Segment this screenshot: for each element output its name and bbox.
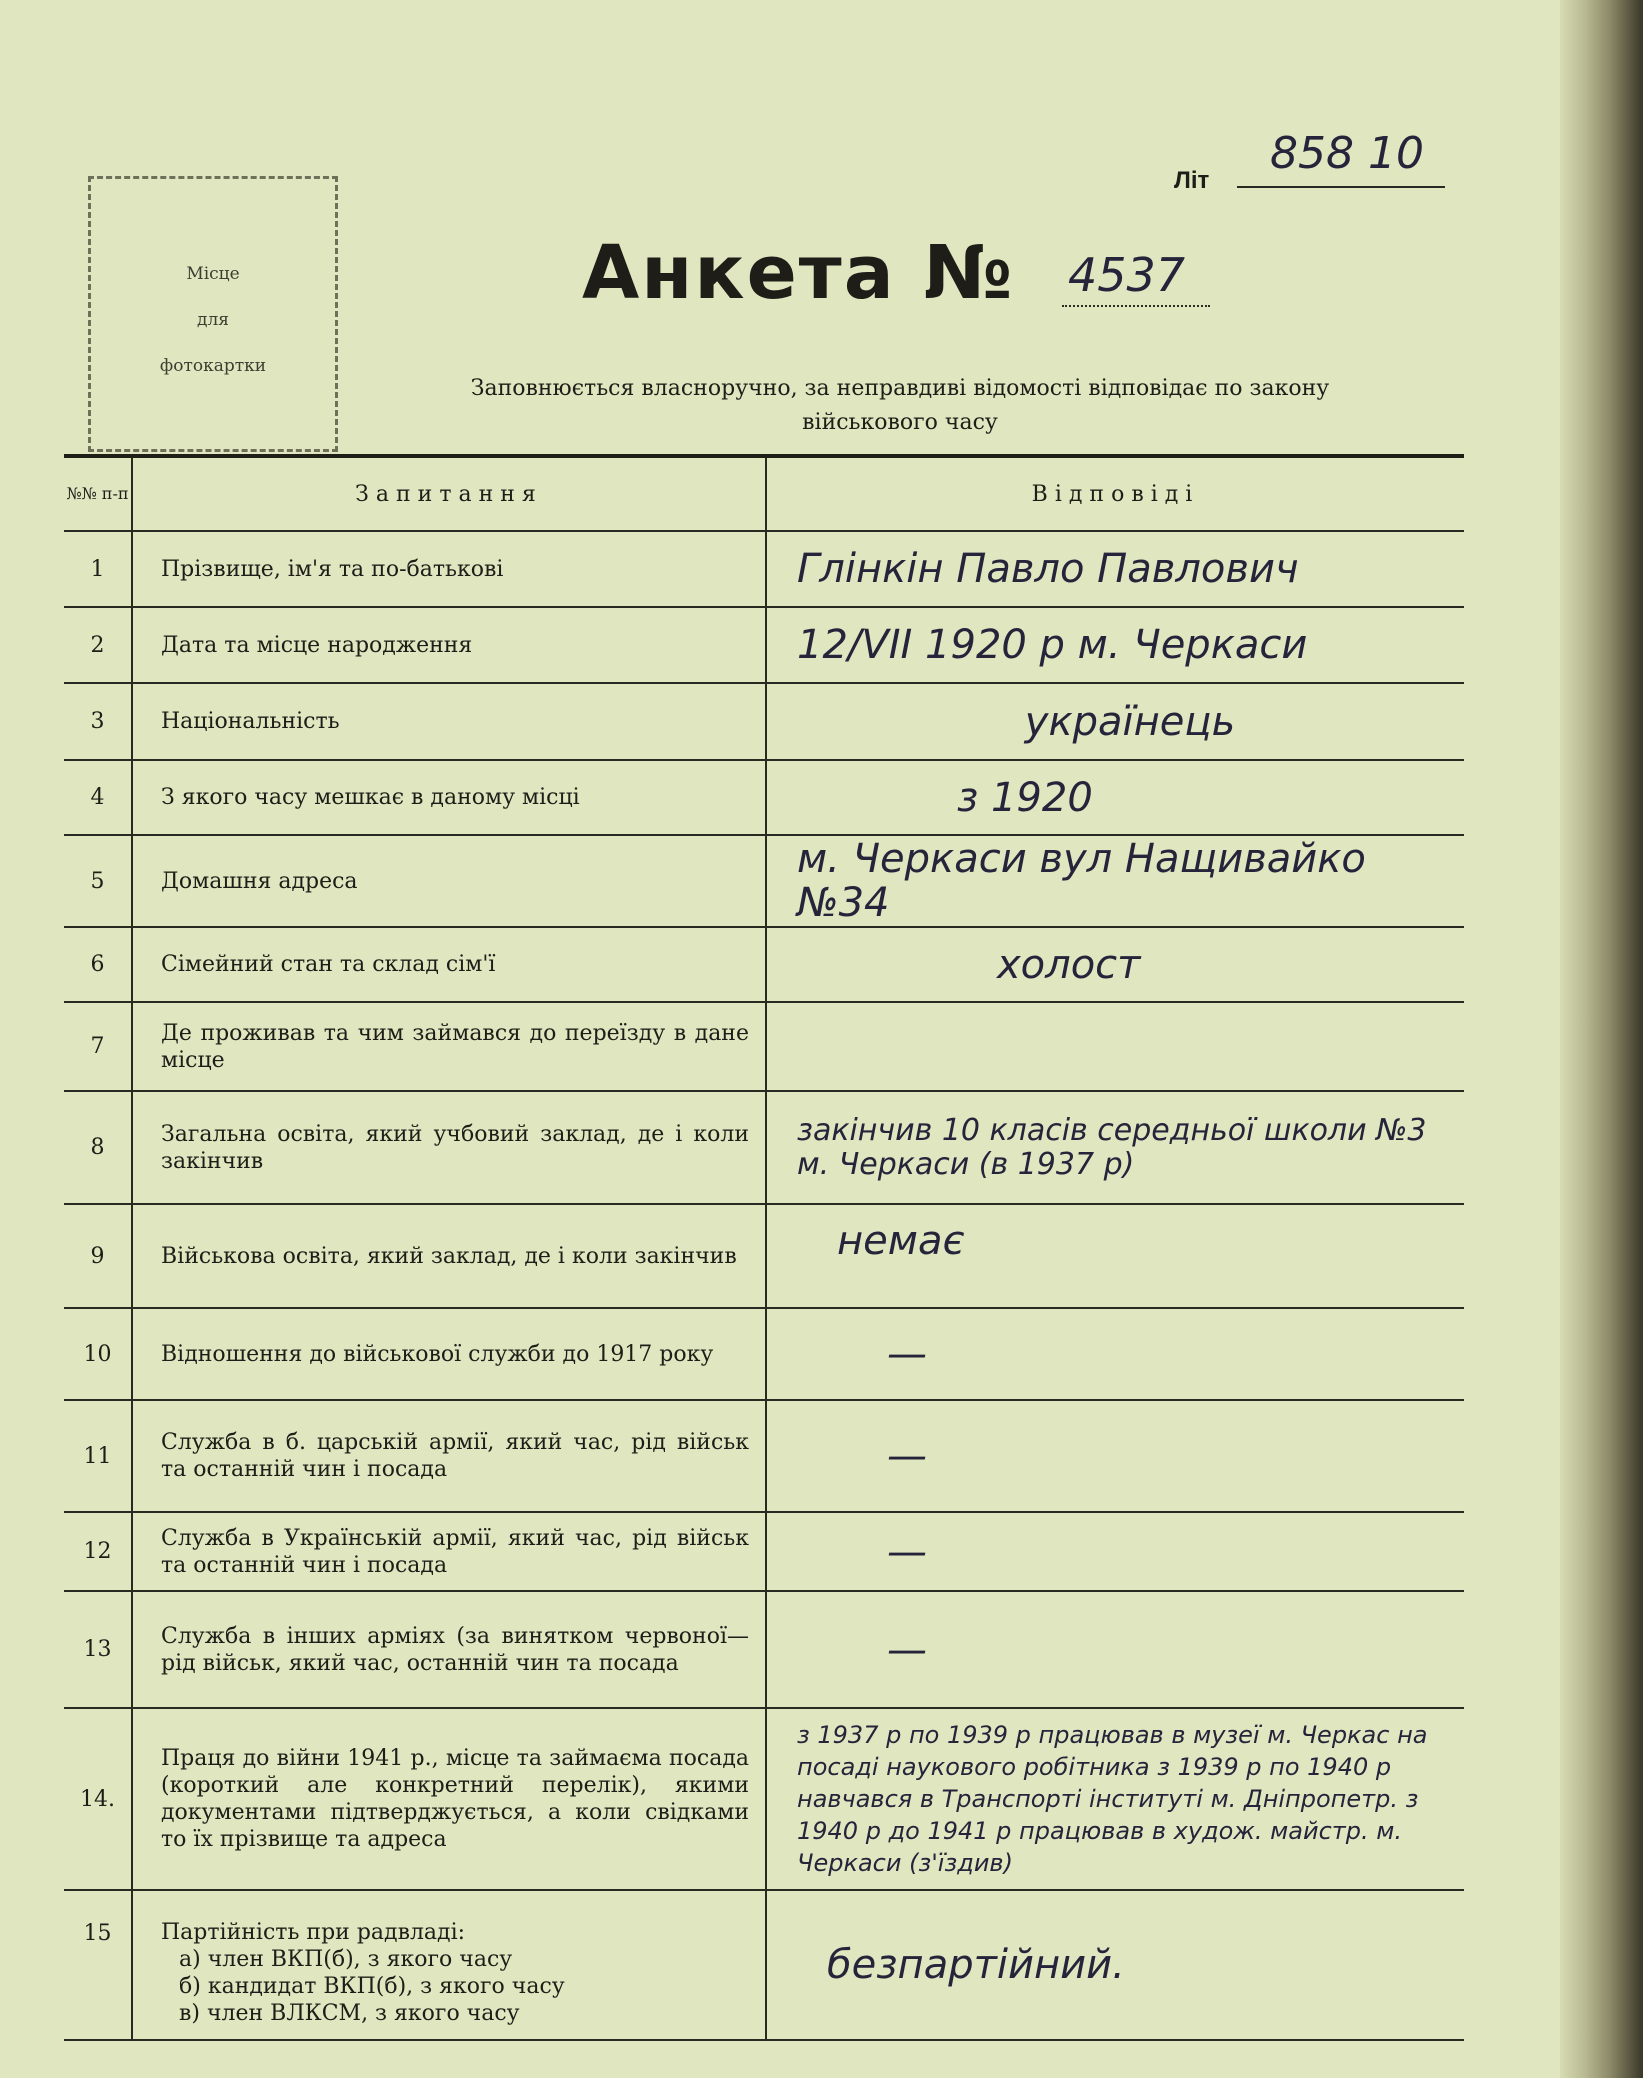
subtitle-line-1: Заповнюється власноручно, за неправдиві відомості відповідає по закону xyxy=(470,376,1330,401)
row-question: Служба в інших арміях (за винятком червоної—рід військ, який час, останній чин та посада xyxy=(132,1591,766,1708)
form-subtitle xyxy=(370,372,1430,440)
row-question: Національність xyxy=(132,683,766,760)
photo-placeholder xyxy=(88,176,338,452)
party-option-c: в) член ВЛКСМ, з якого часу xyxy=(179,2001,520,2026)
row-num: 4 xyxy=(64,760,132,835)
lit-value: 858 10 xyxy=(1270,128,1424,179)
row-num: 5 xyxy=(64,835,132,927)
table-row xyxy=(64,531,1464,607)
photo-label-3: фотокартки xyxy=(159,356,267,376)
table-row xyxy=(64,1512,1464,1591)
table-row xyxy=(64,1002,1464,1091)
photo-label-2: для xyxy=(197,310,229,330)
row-num: 8 xyxy=(64,1091,132,1204)
row-num: 13 xyxy=(64,1591,132,1708)
lit-label: Літ xyxy=(1174,167,1210,194)
row-num: 7 xyxy=(64,1002,132,1091)
row-num: 10 xyxy=(64,1308,132,1400)
row-question: Загальна освіта, який учбовий заклад, де і коли закінчив xyxy=(132,1091,766,1204)
table-row xyxy=(64,1400,1464,1512)
row-num: 14. xyxy=(64,1708,132,1890)
party-option-b: б) кандидат ВКП(б), з якого часу xyxy=(179,1974,565,1999)
row-question: Де проживав та чим займався до переїзду в дане місце xyxy=(132,1002,766,1091)
row-question: Домашня адреса xyxy=(132,835,766,927)
row-num: 2 xyxy=(64,607,132,683)
row-num: 15 xyxy=(64,1890,132,2040)
row-answer: — xyxy=(766,1591,1464,1708)
row-answer: з 1920 xyxy=(766,760,1464,835)
header-num: №№ п-п xyxy=(64,456,132,531)
row-question-block xyxy=(132,1890,766,2040)
form-title: Анкета № xyxy=(582,230,1015,316)
row-num: 12 xyxy=(64,1512,132,1591)
row-answer: з 1937 р по 1939 р працював в музеї м. Черкас на посаді наукового робітника з 1939 р по 1940 р навчався в Транспорті інституті м. Дніпропетр. з 1940 р до 1941 р працював в худож. майстр. м. Черкаси (з'їздив) xyxy=(766,1708,1464,1890)
row-question: Дата та місце народження xyxy=(132,607,766,683)
row-answer: немає xyxy=(766,1204,1464,1308)
table-row xyxy=(64,1890,1464,2040)
row-answer: закінчив 10 класів середньої школи №3 м. Черкаси (в 1937 р) xyxy=(766,1091,1464,1204)
table-row xyxy=(64,1091,1464,1204)
row-answer: м. Черкаси вул Нащивайко №34 xyxy=(766,835,1464,927)
row-question: Служба в Українській армії, який час, рід військ та останній чин і посада xyxy=(132,1512,766,1591)
row-answer: холост xyxy=(766,927,1464,1002)
row-answer: 12/VII 1920 р м. Черкаси xyxy=(766,607,1464,683)
row-num: 9 xyxy=(64,1204,132,1308)
table-row xyxy=(64,1308,1464,1400)
row-answer: Глінкін Павло Павлович xyxy=(766,531,1464,607)
table-row xyxy=(64,927,1464,1002)
form-number: 4537 xyxy=(1068,248,1186,302)
table-row xyxy=(64,1204,1464,1308)
row-num: 3 xyxy=(64,683,132,760)
row-num: 6 xyxy=(64,927,132,1002)
row-answer: українець xyxy=(766,683,1464,760)
row-question: Партійність при радвладі: xyxy=(161,1920,466,1945)
table-row xyxy=(64,683,1464,760)
table-row xyxy=(64,835,1464,927)
table-row xyxy=(64,760,1464,835)
page-edge xyxy=(1560,0,1643,2078)
row-question: Прізвище, ім'я та по-батькові xyxy=(132,531,766,607)
table-row xyxy=(64,1708,1464,1890)
row-answer: — xyxy=(766,1308,1464,1400)
row-answer: — xyxy=(766,1400,1464,1512)
row-num: 1 xyxy=(64,531,132,607)
row-num: 11 xyxy=(64,1400,132,1512)
row-question: З якого часу мешкає в даному місці xyxy=(132,760,766,835)
row-answer xyxy=(766,1002,1464,1091)
party-option-a: а) член ВКП(б), з якого часу xyxy=(179,1947,513,1972)
header-answer: Відповіді xyxy=(766,456,1464,531)
row-question: Військова освіта, який заклад, де і коли закінчив xyxy=(132,1204,766,1308)
questionnaire-table xyxy=(64,454,1464,2041)
lit-line xyxy=(1237,186,1445,188)
row-question: Відношення до військової служби до 1917 року xyxy=(132,1308,766,1400)
form-number-line xyxy=(1062,305,1210,307)
table-header xyxy=(64,456,1464,531)
header-question: Запитання xyxy=(132,456,766,531)
row-question: Праця до війни 1941 р., місце та займаєма посада (короткий але конкретний перелік), якими документами підтверджується, а коли свідками то їх прізвище та адреса xyxy=(132,1708,766,1890)
table-row xyxy=(64,607,1464,683)
photo-label-1: Місце xyxy=(186,264,240,284)
row-answer: безпартійний. xyxy=(766,1890,1464,2040)
row-question: Сімейний стан та склад сім'ї xyxy=(132,927,766,1002)
row-question: Служба в б. царській армії, який час, рід військ та останній чин і посада xyxy=(132,1400,766,1512)
subtitle-line-2: військового часу xyxy=(802,410,998,435)
table-row xyxy=(64,1591,1464,1708)
row-answer: — xyxy=(766,1512,1464,1591)
